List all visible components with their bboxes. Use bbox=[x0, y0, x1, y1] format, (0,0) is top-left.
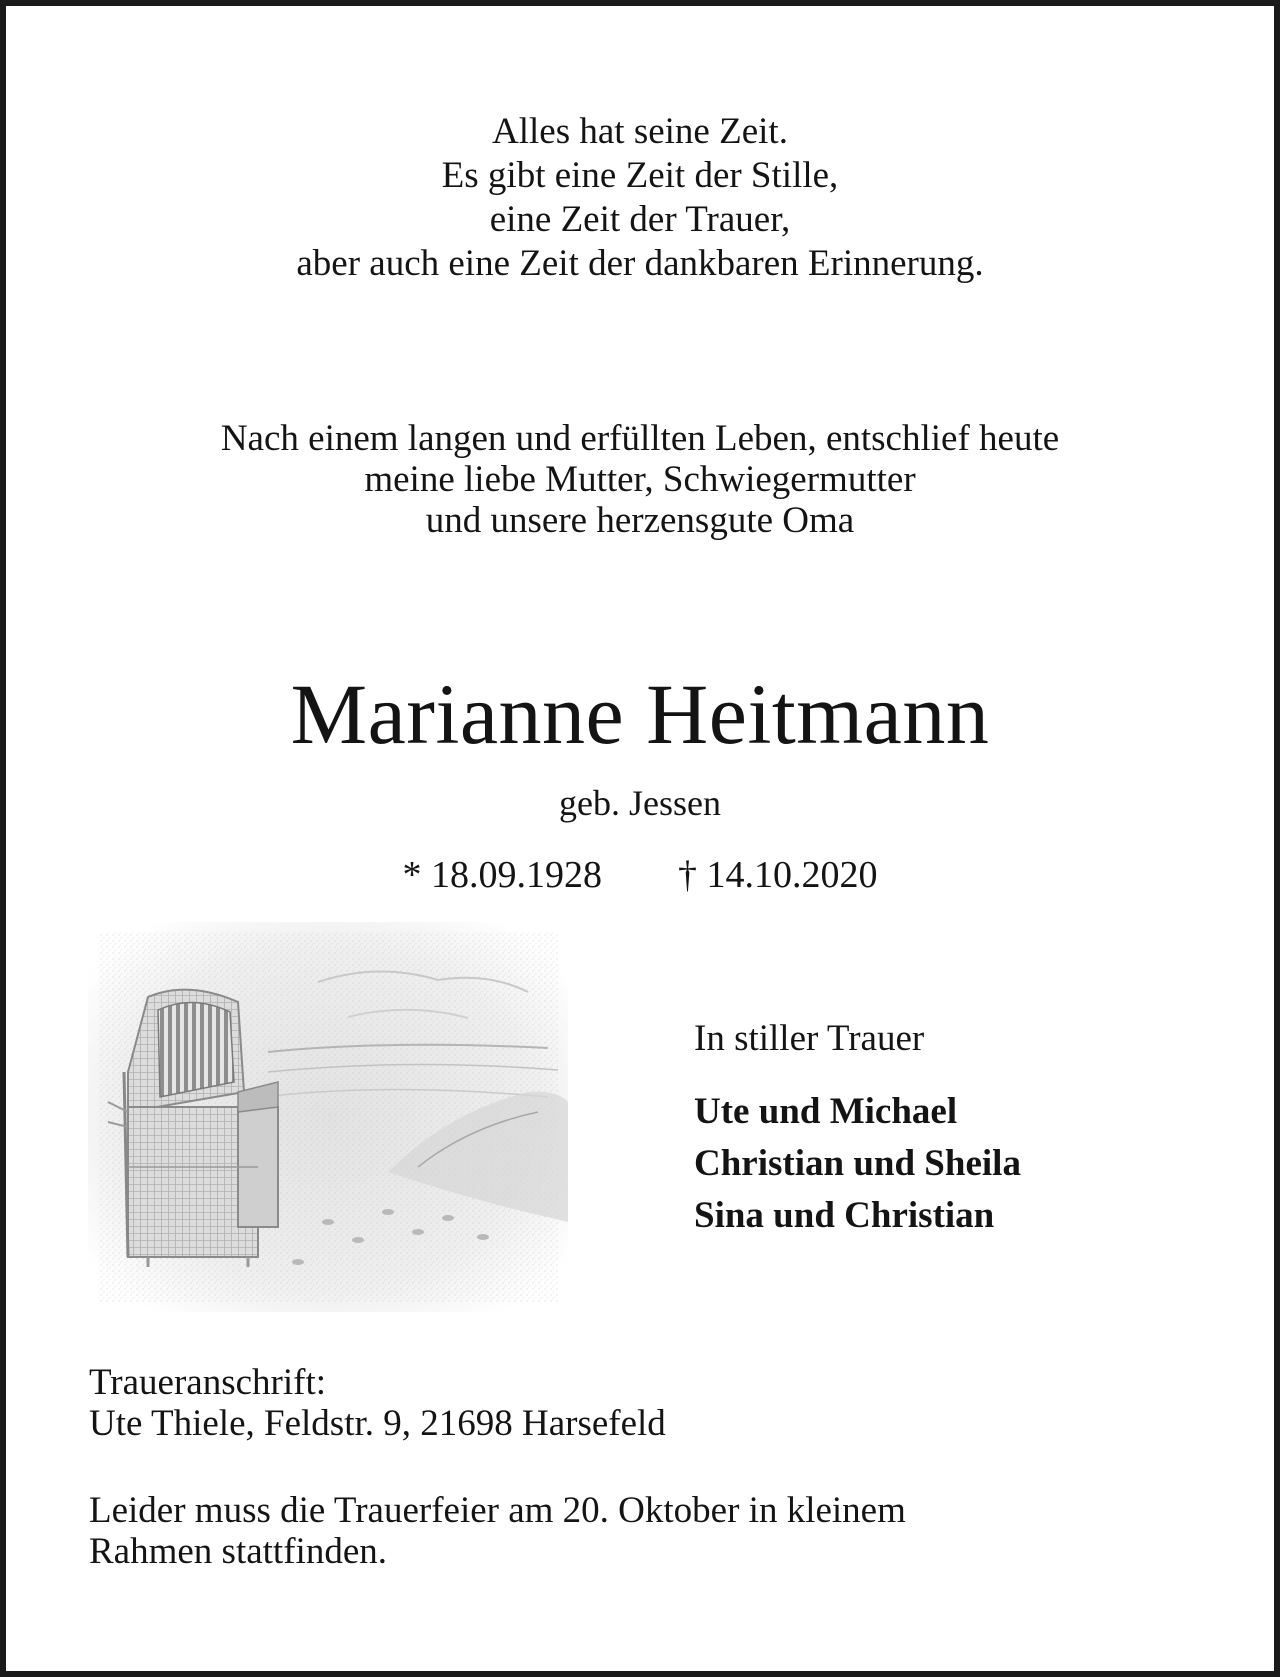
quote-line: aber auch eine Zeit der dankbaren Erinnerung. bbox=[296, 243, 984, 284]
intro-line: Nach einem langen und erfüllten Leben, entschlief heute bbox=[220, 418, 1060, 459]
intro-line: meine liebe Mutter, Schwiegermutter bbox=[364, 459, 916, 500]
note-line: Leider muss die Trauerfeier am 20. Oktober in kleinem bbox=[89, 1490, 906, 1531]
mourner-family: Christian und Sheila bbox=[694, 1143, 1021, 1184]
beach-chair-sketch-icon bbox=[88, 922, 568, 1312]
deceased-name: Marianne Heitmann bbox=[290, 666, 990, 762]
quote-line: eine Zeit der Trauer, bbox=[489, 199, 791, 240]
mourning-address bbox=[89, 1362, 666, 1444]
quote-line: Es gibt eine Zeit der Stille, bbox=[441, 155, 839, 196]
quote-line: Alles hat seine Zeit. bbox=[492, 111, 788, 152]
funeral-note bbox=[89, 1490, 1209, 1572]
note-line: Rahmen stattfinden. bbox=[89, 1531, 387, 1572]
life-dates bbox=[6, 852, 1274, 898]
address-label: Traueranschrift: bbox=[89, 1362, 327, 1403]
mourner-family: Sina und Christian bbox=[694, 1195, 995, 1236]
birth-date: * 18.09.1928 bbox=[402, 854, 602, 896]
mourning-lead: In stiller Trauer bbox=[694, 1018, 925, 1059]
beach-chair-sketch bbox=[88, 922, 568, 1312]
address-value: Ute Thiele, Feldstr. 9, 21698 Harsefeld bbox=[89, 1403, 666, 1444]
mourner-family: Ute und Michael bbox=[694, 1091, 958, 1132]
maiden-name: geb. Jessen bbox=[559, 783, 721, 823]
mourners bbox=[694, 1016, 1021, 1242]
intro-line: und unsere herzensgute Oma bbox=[425, 500, 855, 541]
death-date: † 14.10.2020 bbox=[678, 854, 878, 896]
quote bbox=[6, 110, 1274, 286]
intro-text bbox=[6, 418, 1274, 541]
